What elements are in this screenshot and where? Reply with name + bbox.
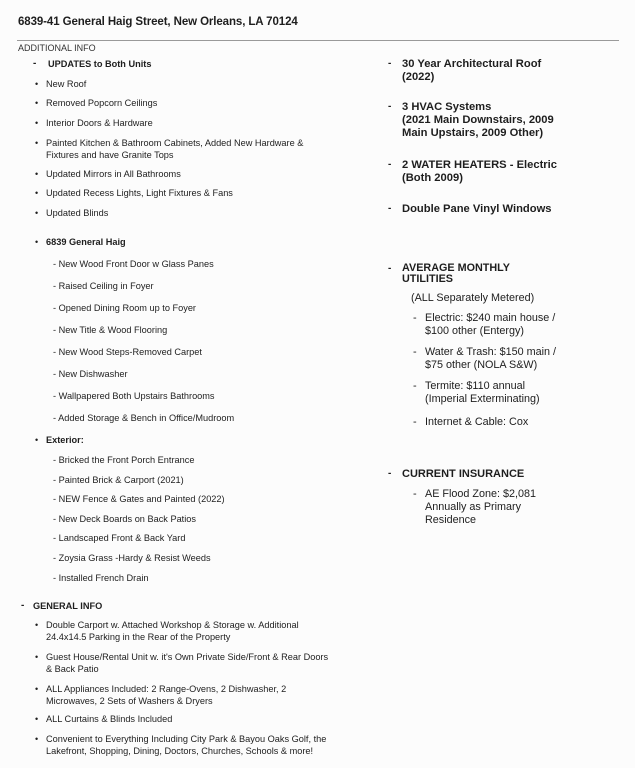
bullet-marker: • (35, 208, 39, 218)
list-item: Updated Mirrors in All Bathrooms (46, 169, 181, 179)
dash-marker: - (33, 58, 37, 69)
list-item-continued: Fixtures and have Granite Tops (46, 150, 174, 160)
dash-marker: - (413, 346, 417, 358)
dash-marker: - (388, 263, 392, 274)
list-item-continued: Microwaves, 2 Sets of Washers & Dryers (46, 696, 213, 706)
list-item: Removed Popcorn Ceilings (46, 98, 158, 108)
list-item: Updated Recess Lights, Light Fixtures & Fans (46, 188, 233, 198)
dash-marker: - (21, 600, 25, 611)
bullet-marker: • (35, 684, 39, 694)
insurance-item-continued: Annually as Primary (425, 501, 522, 513)
bullet-marker: • (35, 620, 39, 630)
list-item: - New Wood Front Door w Glass Panes (53, 259, 214, 269)
insurance-heading: CURRENT INSURANCE (402, 468, 525, 480)
windows-heading: Double Pane Vinyl Windows (402, 203, 552, 215)
list-item: Convenient to Everything Including City Park & Bayou Oaks Golf, the (46, 734, 327, 744)
utility-item: Termite: $110 annual (425, 380, 526, 392)
list-item: - New Title & Wood Flooring (53, 325, 168, 335)
bullet-marker: • (35, 188, 39, 198)
bullet-marker: • (35, 714, 39, 724)
utility-item: Internet & Cable: Cox (425, 416, 529, 428)
hvac-detail: Main Upstairs, 2009 Other) (402, 127, 544, 139)
list-item: - New Deck Boards on Back Patios (53, 514, 196, 524)
bullet-marker: • (35, 734, 39, 744)
list-item: - Bricked the Front Porch Entrance (53, 455, 195, 465)
bullet-marker: • (35, 237, 39, 247)
utilities-heading: UTILITIES (402, 273, 453, 285)
unit-heading: 6839 General Haig (46, 237, 126, 247)
list-item: - Wallpapered Both Upstairs Bathrooms (53, 391, 215, 401)
list-item-continued: Lakefront, Shopping, Dining, Doctors, Churches, Schools & more! (46, 746, 314, 756)
utilities-heading: AVERAGE MONTHLY (402, 262, 510, 274)
list-item: - Installed French Drain (53, 573, 149, 583)
section-label: ADDITIONAL INFO (18, 43, 96, 53)
list-item: - Opened Dining Room up to Foyer (53, 303, 196, 313)
title-divider (17, 40, 619, 41)
list-item-continued: 24.4x14.5 Parking in the Rear of the Property (46, 632, 231, 642)
roof-year: (2022) (402, 71, 435, 83)
hvac-detail: (2021 Main Downstairs, 2009 (402, 114, 554, 126)
list-item: - NEW Fence & Gates and Painted (2022) (53, 494, 225, 504)
updates-heading: UPDATES to Both Units (48, 59, 152, 69)
list-item: ALL Curtains & Blinds Included (46, 714, 173, 724)
list-item: New Roof (46, 79, 87, 89)
roof-heading: 30 Year Architectural Roof (402, 58, 542, 70)
dash-marker: - (388, 203, 392, 214)
dash-marker: - (388, 101, 392, 112)
list-item: Guest House/Rental Unit w. it's Own Private Side/Front & Rear Doors (46, 652, 329, 662)
utility-item-continued: (Imperial Exterminating) (425, 393, 540, 405)
list-item: Updated Blinds (46, 208, 109, 218)
bullet-marker: • (35, 98, 39, 108)
list-item: - Raised Ceiling in Foyer (53, 281, 154, 291)
bullet-marker: • (35, 652, 39, 662)
hvac-heading: 3 HVAC Systems (402, 101, 492, 113)
dash-marker: - (413, 416, 417, 428)
bullet-marker: • (35, 169, 39, 179)
exterior-heading: Exterior: (46, 435, 84, 445)
dash-marker: - (413, 488, 417, 500)
list-item: - Zoysia Grass -Hardy & Resist Weeds (53, 553, 211, 563)
dash-marker: - (388, 159, 392, 170)
list-item: - Landscaped Front & Back Yard (53, 533, 186, 543)
utility-item-continued: $100 other (Entergy) (425, 325, 525, 337)
utility-item: Water & Trash: $150 main / (425, 346, 557, 358)
dash-marker: - (388, 468, 392, 479)
list-item: - Painted Brick & Carport (2021) (53, 475, 184, 485)
list-item-continued: & Back Patio (46, 664, 99, 674)
utility-item: Electric: $240 main house / (425, 312, 556, 324)
water-heater-detail: (Both 2009) (402, 172, 463, 184)
list-item: Painted Kitchen & Bathroom Cabinets, Added New Hardware & (46, 138, 304, 148)
utility-item-continued: $75 other (NOLA S&W) (425, 359, 538, 371)
dash-marker: - (413, 312, 417, 324)
bullet-marker: • (35, 435, 39, 445)
bullet-marker: • (35, 79, 39, 89)
list-item: - Added Storage & Bench in Office/Mudroom (53, 413, 235, 423)
water-heater-heading: 2 WATER HEATERS - Electric (402, 159, 557, 171)
utilities-note: (ALL Separately Metered) (411, 292, 535, 304)
list-item: - New Wood Steps-Removed Carpet (53, 347, 202, 357)
page-title: 6839-41 General Haig Street, New Orleans, LA 70124 (18, 16, 298, 28)
list-item: ALL Appliances Included: 2 Range-Ovens, 2 Dishwasher, 2 (46, 684, 287, 694)
bullet-marker: • (35, 118, 39, 128)
insurance-item-continued: Residence (425, 514, 477, 526)
list-item: - New Dishwasher (53, 369, 128, 379)
insurance-item: AE Flood Zone: $2,081 (425, 488, 537, 500)
bullet-marker: • (35, 138, 39, 148)
general-info-heading: GENERAL INFO (33, 601, 103, 611)
list-item: Interior Doors & Hardware (46, 118, 153, 128)
dash-marker: - (388, 58, 392, 69)
list-item: Double Carport w. Attached Workshop & Storage w. Additional (46, 620, 299, 630)
dash-marker: - (413, 380, 417, 392)
